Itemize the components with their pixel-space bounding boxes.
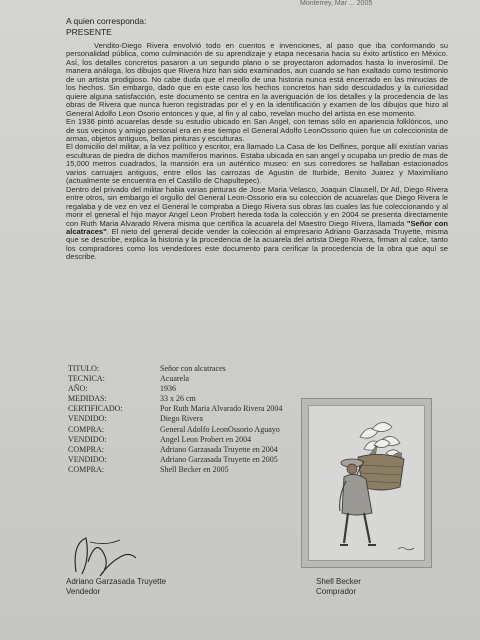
detail-label: MEDIDAS: xyxy=(68,394,107,404)
buyer-signature-block xyxy=(316,577,361,597)
detail-value: Adriano Garzasada Truyette en 2005 xyxy=(160,454,278,464)
detail-value: Adriano Garzasada Truyette en 2004 xyxy=(160,444,278,454)
detail-row xyxy=(68,414,340,424)
paragraph-san-angel: En 1936 pintó acuarelas desde su estudio ubicado en San Angel, con temas sólo en apariencia folklóricos, uno de sus vecinos y amigo personal era en ese tiempo el General Adolfo LeonOssorio quien fue un coleccionista de armas, objetos antiguos, bellas pinturas y esculturas. xyxy=(66,117,448,143)
detail-row xyxy=(68,445,340,455)
detail-label: TECNICA: xyxy=(68,374,105,384)
artwork-title-inline: "Señor con alcatraces" xyxy=(66,218,449,236)
detail-row xyxy=(68,465,340,475)
artwork-details-table xyxy=(68,364,340,475)
detail-row xyxy=(68,364,340,374)
detail-label: COMPRA: xyxy=(68,464,105,474)
detail-value: 1936 xyxy=(160,384,176,394)
detail-value: Acuarela xyxy=(160,374,189,384)
detail-label: CERTIFICADO: xyxy=(68,404,123,414)
detail-label: VENDIDO: xyxy=(68,454,107,464)
detail-row xyxy=(68,394,340,404)
artwork-photo xyxy=(301,398,432,568)
detail-row xyxy=(68,384,340,394)
paragraph-casa-delfines: El domicilio del militar, a la vez político y escritor, era llamado La Casa de los Delfines, porque allí existían varias esculturas de piedra de dichos mamíferos marinos. Estaba ubicada en san angel y ocupaba un predio de mas de 15,000 metros cuadrados, la mansión era un auténtico museo: en sus corredores se hallaban estacionados varios carruajes antiguos, entre ellos las carrozas de Agustin de Iturbide, Benito Juarez y Maximiliano (actualmente se encuentra en el Castillo de Chapultepec). xyxy=(66,142,448,186)
seller-signature-block xyxy=(66,577,166,597)
buyer-name: Shell Becker xyxy=(316,577,361,586)
detail-row xyxy=(68,374,340,384)
paragraph-history: Vendito-Diego Rivera envolvió todo en cuentos e invenciones, al paso que iba conformando su personalidad pública, como culminación de su aprendizaje y etapa necesaria hacia su éxito artístico en México. Así, los detalles concretos pasaron a un segundo plano o se proyectaron adornados hasta lo inverosímil. De manera análoga, los dibujos que Rivera hizo han sido examinados, aun cuando se han exaltado como testimonio de un artista prodigioso. No cabe duda que el meollo de una historia nunca está encerrado en las minucias de los hechos. Sin embargo, dado que en este caso los hechos concretos han sido descuidados y la curiosidad quiere alguna satisfacción, este documento se centra en la averiguación de los detalles y la procedencia de las obras de Rivera que nunca fueron registradas por el y en la identificación y examen de los dibujos que hizo al General Adolfo Leon Osorio entonces y que, al fin y al cabo, revelan mucho del artista en ese momento. xyxy=(66,41,448,118)
detail-label: AÑO: xyxy=(68,384,88,394)
seller-signature-scribble xyxy=(70,522,140,584)
detail-value: General Adolfo LeonOssorio Aguayo xyxy=(160,424,280,434)
detail-label: COMPRA: xyxy=(68,424,105,434)
detail-value: Angel Leon Probert en 2004 xyxy=(160,434,252,444)
detail-row xyxy=(68,404,340,414)
watercolor-figure-illustration xyxy=(302,399,431,567)
detail-label: VENDIDO: xyxy=(68,414,107,424)
detail-row xyxy=(68,435,340,445)
seller-role: Vendedor xyxy=(66,587,101,596)
detail-value: Diego Rivera xyxy=(160,414,203,424)
detail-label: COMPRA: xyxy=(68,444,105,454)
detail-value: Señor con alcatraces xyxy=(160,364,226,373)
header-fragment: Monterrey, Mar ... 2005 xyxy=(300,0,373,7)
detail-value: Por Ruth Maria Alvarado Rivera 2004 xyxy=(160,404,283,414)
detail-label: VENDIDO: xyxy=(68,434,107,444)
detail-row xyxy=(68,455,340,465)
salutation-line: A quien corresponda: xyxy=(66,16,147,26)
certificate-body xyxy=(66,42,448,262)
detail-value: 33 x 26 cm xyxy=(160,394,196,404)
buyer-role: Comprador xyxy=(316,587,357,596)
provenance-text-b: . El nieto del general decide vender la colección al empresario Adriano Garzasada Truyette, misma que se describe, explica la historia y la procedencia de la acuarela del artista Diego Rivera, firman al calce, tanto los compradores como los vendedores este documento para cerificar la procedencia de la obra que aquí se describe. xyxy=(66,226,448,262)
provenance-text-a: Dentro del privado del militar habia varias pinturas de Jose Maria Velasco, Joaquin Clausell, Dr Atl, Diego Rivera entre otros, sin embargo el orgullo del General Leon-Ossorio era su colección de acuarelas que Diego Rivera le regalaba y de vez en vez el General le compraba a Diego Rivera sus obras las cuales las fue coleccionando y al morir el general el hijo mayor Angel Leon Probert hereda toda la colección y en 2004 se presenta directamente con Ruth Maria Alvarado Rivera misma que certifica la acuarela del Maestro Diego Rivera, llamada xyxy=(66,184,448,228)
detail-label: TITULO: xyxy=(68,364,100,373)
presente-line: PRESENTE xyxy=(66,27,112,37)
detail-value: Shell Becker en 2005 xyxy=(160,464,229,474)
detail-row xyxy=(68,425,340,435)
seller-name: Adriano Garzasada Truyette xyxy=(66,577,167,586)
salutation-block xyxy=(66,16,146,38)
paragraph-provenance xyxy=(66,186,448,262)
